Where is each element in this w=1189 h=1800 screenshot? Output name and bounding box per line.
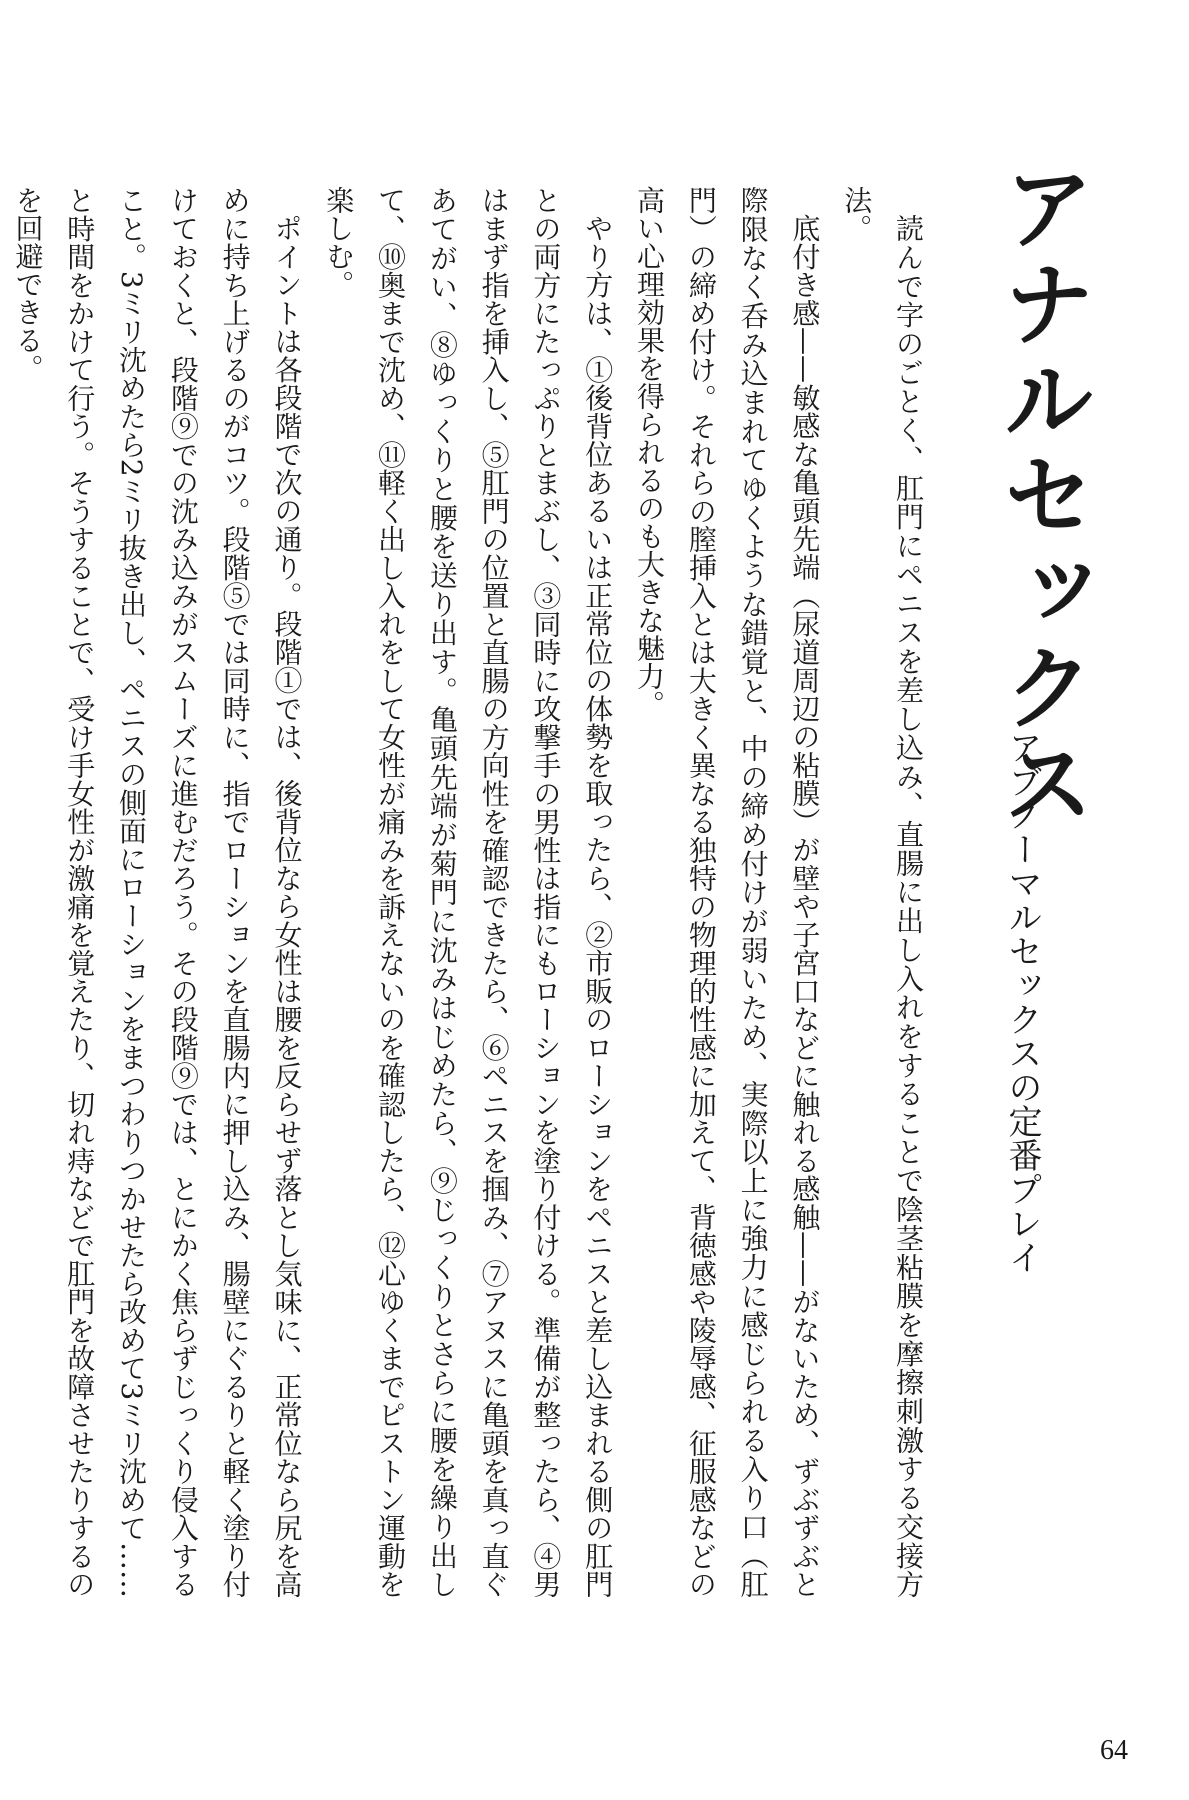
page-subtitle: アブノーマルセックスの定番プレイ (1002, 730, 1042, 1274)
page-title: アナルセックス (988, 160, 1095, 832)
paragraph: 読んで字のごとく、肛門にペニスを差し込み、直腸に出し入れをすることで陰茎粘膜を摩擦刺激する交接方法。 (840, 186, 925, 1599)
paragraph: 底付き感——敏感な亀頭先端（尿道周辺の粘膜）が壁や子宮口などに触れる感触——がないため、ずぶずぶと際限なく呑み込まれてゆくような錯覚と、中の締め付けが弱いため、実際以上に強力に感じられる入り口（肛門）の締め付け。それらの膣挿入とは大きく異なる独特の物理的性感に加えて、背徳感や陵辱感、征服感などの高い心理効果を得られるのも大きな魅力。 (633, 186, 822, 1599)
body-text (2, 186, 934, 1598)
paragraph: やり方は、①後背位あるいは正常位の体勢を取ったら、②市販のローションをペニスと差し込まれる側の肛門との両方にたっぷりとまぶし、③同時に攻撃手の男性は指にもローションを塗り付ける。準備が整ったら、④男はまず指を挿入し、⑤肛門の位置と直腸の方向性を確認できたら、⑥ペニスを掴み、⑦アヌスに亀頭を真っ直ぐあてがい、⑧ゆっくりと腰を送り出す。亀頭先端が菊門に沈みはじめたら、⑨じっくりとさらに腰を繰り出して、⑩奥まで沈め、⑪軽く出し入れをして女性が痛みを訴えないのを確認したら、⑫心ゆくまでピストン運動を楽しむ。 (322, 186, 615, 1599)
paragraph: ポイントは各段階で次の通り。段階①では、後背位なら女性は腰を反らせず落とし気味に、正常位なら尻を高めに持ち上げるのがコツ。段階⑤では同時に、指でローションを直腸内に押し込み、腸壁にぐるりと軽く塗り付けておくと、段階⑨での沈み込みがスムーズに進むだろう。その段階⑨では、とにかく焦らずじっくり侵入すること。3ミリ沈めたら2ミリ抜き出し、ペニスの側面にローションをまつわりつかせたら改めて3ミリ沈めて……と時間をかけて行う。そうすることで、受け手女性が激痛を覚えたり、切れ痔などで肛門を故障させたりするのを回避できる。 (11, 186, 304, 1598)
page-number: 64 (1100, 1735, 1128, 1766)
